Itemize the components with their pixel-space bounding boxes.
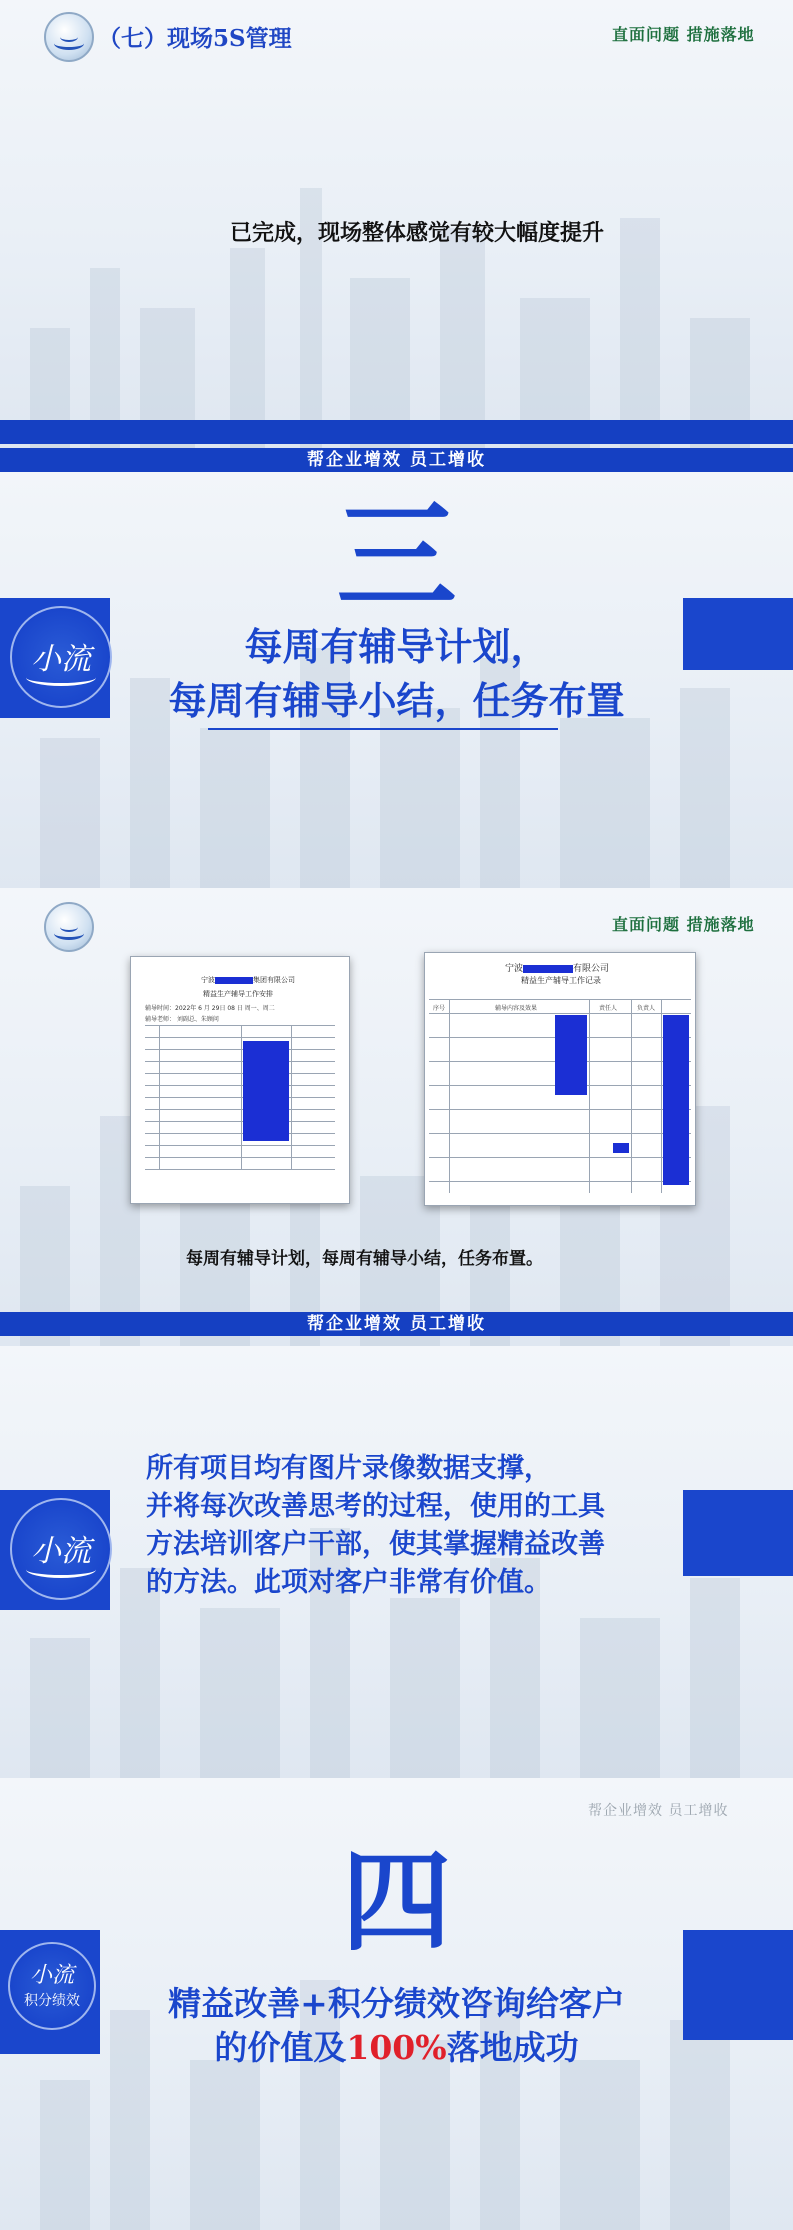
paragraph-line-4: 的方法。此项对客户非常有价值。 [146, 1567, 551, 1598]
slide-5s-management [0, 0, 793, 448]
headline-part-b: 落地成功 [446, 2028, 579, 2067]
redacted-block [613, 1143, 629, 1153]
city-skyline-background [0, 170, 793, 448]
redacted-block [243, 1041, 289, 1141]
doc-company-name: 宁波 集团有限公司 [201, 976, 295, 984]
slogan-label: 帮企业增效 员工增收 [307, 450, 486, 470]
slide-data-support [0, 1346, 793, 1778]
slide-caption: 每周有辅导计划，每周有辅导小结，任务布置。 [186, 1249, 543, 1269]
headline-underline [208, 728, 558, 730]
doc-company-name: 宁波 有限公司 [505, 964, 610, 974]
paragraph-line-2: 并将每次改善思考的过程，使用的工具 [146, 1491, 605, 1522]
company-logo-icon [44, 902, 94, 952]
doc-col-manager: 负责人 [637, 1005, 656, 1012]
doc-subtitle: 精益生产辅导工作安排 [203, 990, 273, 998]
right-accent-box [683, 1490, 793, 1576]
slide-weekly-plan [0, 888, 793, 1346]
redacted-block [663, 1015, 689, 1185]
weekly-plan-document [130, 956, 350, 1204]
paragraph-line-3: 方法培训客户干部，使其掌握精益改善 [146, 1529, 605, 1560]
status-statement: 已完成，现场整体感觉有较大幅度提升 [230, 220, 605, 246]
headline-line-1: 精益改善+积分绩效咨询给客户 [168, 1984, 625, 2023]
section-title: （七）现场5S管理 [98, 25, 292, 52]
footer-bar [0, 420, 793, 444]
company-logo-icon [44, 12, 94, 62]
brand-circle-logo-icon: 小流 [10, 1498, 112, 1600]
tagline: 直面问题 措施落地 [612, 915, 755, 934]
paragraph-line-1: 所有项目均有图片录像数据支撑， [146, 1453, 551, 1484]
headline-part-a: 的价值及 [214, 2028, 347, 2067]
doc-people-line: 辅导老师： 刘副总、朱顾问 [145, 1016, 219, 1023]
success-percentage: 100% [346, 2028, 447, 2067]
doc-col-content: 辅导内容及效果 [495, 1005, 538, 1012]
slogan-label: 帮企业增效 员工增收 [588, 1803, 729, 1819]
redacted-block [555, 1015, 587, 1095]
doc-date-line: 辅导时间：2022年 6 月 29日 08 日 周一、周二 [145, 1005, 275, 1012]
doc-subtitle: 精益生产辅导工作记录 [521, 976, 601, 985]
tagline: 直面问题 措施落地 [612, 25, 755, 44]
doc-col-index: 序号 [433, 1005, 446, 1012]
brand-circle-logo-icon: 小流 积分绩效 [8, 1942, 96, 2030]
section-number: 四 [341, 1837, 452, 1966]
doc-col-owner: 责任人 [599, 1005, 618, 1012]
weekly-record-document [424, 952, 696, 1206]
headline-line-2: 每周有辅导小结，任务布置 [168, 678, 625, 723]
headline-line-1: 每周有辅导计划， [244, 624, 549, 669]
section-number: 三 [336, 486, 457, 627]
headline-line-2 [0, 2022, 793, 2069]
slogan-label: 帮企业增效 员工增收 [307, 1314, 486, 1334]
slide-section-three [0, 448, 793, 888]
logo-text: 积分绩效 [24, 1993, 80, 2009]
slide-section-four [0, 1778, 793, 2230]
brand-circle-logo-icon: 小流 [10, 606, 112, 708]
